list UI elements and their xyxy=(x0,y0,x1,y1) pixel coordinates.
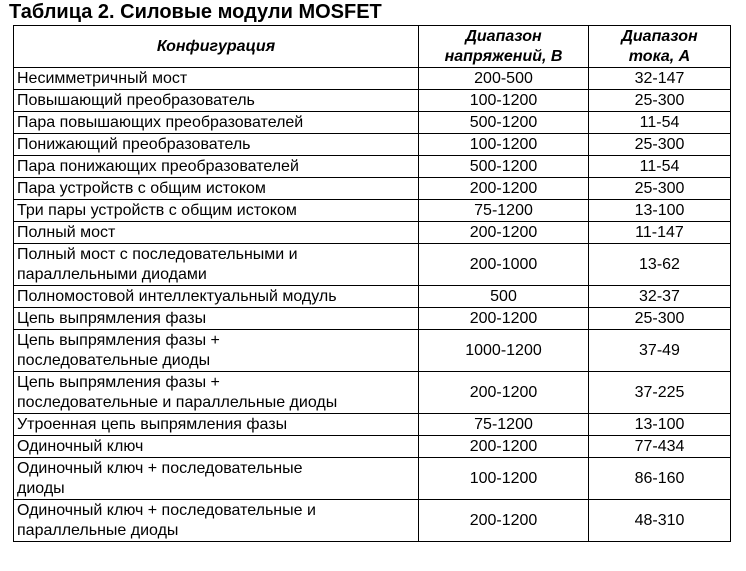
cell-config: Утроенная цепь выпрямления фазы xyxy=(14,414,419,436)
cell-voltage: 75-1200 xyxy=(419,414,589,436)
cell-config-line1: Цепь выпрямления фазы + xyxy=(17,331,220,349)
cell-config: Цепь выпрямления фазы xyxy=(14,308,419,330)
cell-voltage: 200-1200 xyxy=(419,500,589,542)
cell-config: Полный мост xyxy=(14,222,419,244)
header-voltage xyxy=(419,26,589,68)
header-current-line2: тока, А xyxy=(628,47,691,65)
cell-current: 13-100 xyxy=(589,200,731,222)
cell-voltage: 200-500 xyxy=(419,68,589,90)
table-row xyxy=(14,156,731,178)
cell-voltage: 100-1200 xyxy=(419,458,589,500)
cell-config-line2: параллельные диоды xyxy=(17,521,179,539)
cell-config-line1: Полный мост с последовательными и xyxy=(17,245,298,263)
header-voltage-line2: напряжений, В xyxy=(444,47,563,65)
cell-current: 11-54 xyxy=(589,156,731,178)
cell-config: Понижающий преобразователь xyxy=(14,134,419,156)
cell-config-line2: последовательные диоды xyxy=(17,351,211,369)
header-voltage-line1: Диапазон xyxy=(465,27,542,45)
cell-current: 25-300 xyxy=(589,90,731,112)
cell-current: 32-37 xyxy=(589,286,731,308)
header-current xyxy=(589,26,731,68)
mosfet-modules-table xyxy=(13,25,731,542)
cell-voltage: 200-1200 xyxy=(419,222,589,244)
cell-config-line1: Одиночный ключ + последовательные и xyxy=(17,501,316,519)
cell-current: 25-300 xyxy=(589,178,731,200)
cell-current: 37-225 xyxy=(589,372,731,414)
table-row xyxy=(14,112,731,134)
cell-voltage: 75-1200 xyxy=(419,200,589,222)
table-row xyxy=(14,500,731,542)
header-config-label: Конфигурация xyxy=(156,37,276,55)
cell-current: 11-147 xyxy=(589,222,731,244)
table-row xyxy=(14,308,731,330)
cell-config-line2: параллельными диодами xyxy=(17,265,207,283)
cell-config: Полномостовой интеллектуальный модуль xyxy=(14,286,419,308)
table-row xyxy=(14,436,731,458)
cell-voltage: 100-1200 xyxy=(419,134,589,156)
cell-config: Пара понижающих преобразователей xyxy=(14,156,419,178)
cell-config-line1: Цепь выпрямления фазы + xyxy=(17,373,220,391)
cell-config-line2: последовательные и параллельные диоды xyxy=(17,393,338,411)
table-row xyxy=(14,458,731,500)
cell-voltage: 500-1200 xyxy=(419,156,589,178)
cell-current: 37-49 xyxy=(589,330,731,372)
cell-current: 25-300 xyxy=(589,308,731,330)
cell-voltage: 500-1200 xyxy=(419,112,589,134)
cell-current: 25-300 xyxy=(589,134,731,156)
cell-voltage: 200-1200 xyxy=(419,436,589,458)
cell-current: 13-62 xyxy=(589,244,731,286)
table-row xyxy=(14,134,731,156)
cell-voltage: 200-1200 xyxy=(419,178,589,200)
table-row xyxy=(14,244,731,286)
cell-voltage: 1000-1200 xyxy=(419,330,589,372)
cell-voltage: 200-1200 xyxy=(419,308,589,330)
cell-config xyxy=(14,372,419,414)
cell-config: Пара повышающих преобразователей xyxy=(14,112,419,134)
header-current-line1: Диапазон xyxy=(621,27,698,45)
table-title: Таблица 2. Силовые модули MOSFET xyxy=(9,1,382,23)
cell-config xyxy=(14,458,419,500)
table-row xyxy=(14,178,731,200)
cell-config xyxy=(14,244,419,286)
cell-config-line1: Одиночный ключ + последовательные xyxy=(17,459,303,477)
cell-config xyxy=(14,330,419,372)
cell-voltage: 200-1200 xyxy=(419,372,589,414)
cell-voltage: 500 xyxy=(419,286,589,308)
cell-current: 86-160 xyxy=(589,458,731,500)
table-header-row xyxy=(14,26,731,68)
table-row xyxy=(14,68,731,90)
cell-config-line2: диоды xyxy=(17,479,65,497)
cell-current: 11-54 xyxy=(589,112,731,134)
cell-config: Повышающий преобразователь xyxy=(14,90,419,112)
cell-current: 48-310 xyxy=(589,500,731,542)
cell-config: Несимметричный мост xyxy=(14,68,419,90)
header-config xyxy=(14,26,419,68)
table-row xyxy=(14,222,731,244)
cell-current: 13-100 xyxy=(589,414,731,436)
cell-config: Три пары устройств с общим истоком xyxy=(14,200,419,222)
table-row xyxy=(14,286,731,308)
table-row xyxy=(14,200,731,222)
cell-config: Одиночный ключ xyxy=(14,436,419,458)
table-row xyxy=(14,330,731,372)
cell-voltage: 100-1200 xyxy=(419,90,589,112)
cell-current: 32-147 xyxy=(589,68,731,90)
table-row xyxy=(14,90,731,112)
cell-config: Пара устройств с общим истоком xyxy=(14,178,419,200)
cell-current: 77-434 xyxy=(589,436,731,458)
table-row xyxy=(14,372,731,414)
cell-voltage: 200-1000 xyxy=(419,244,589,286)
cell-config xyxy=(14,500,419,542)
table-row xyxy=(14,414,731,436)
